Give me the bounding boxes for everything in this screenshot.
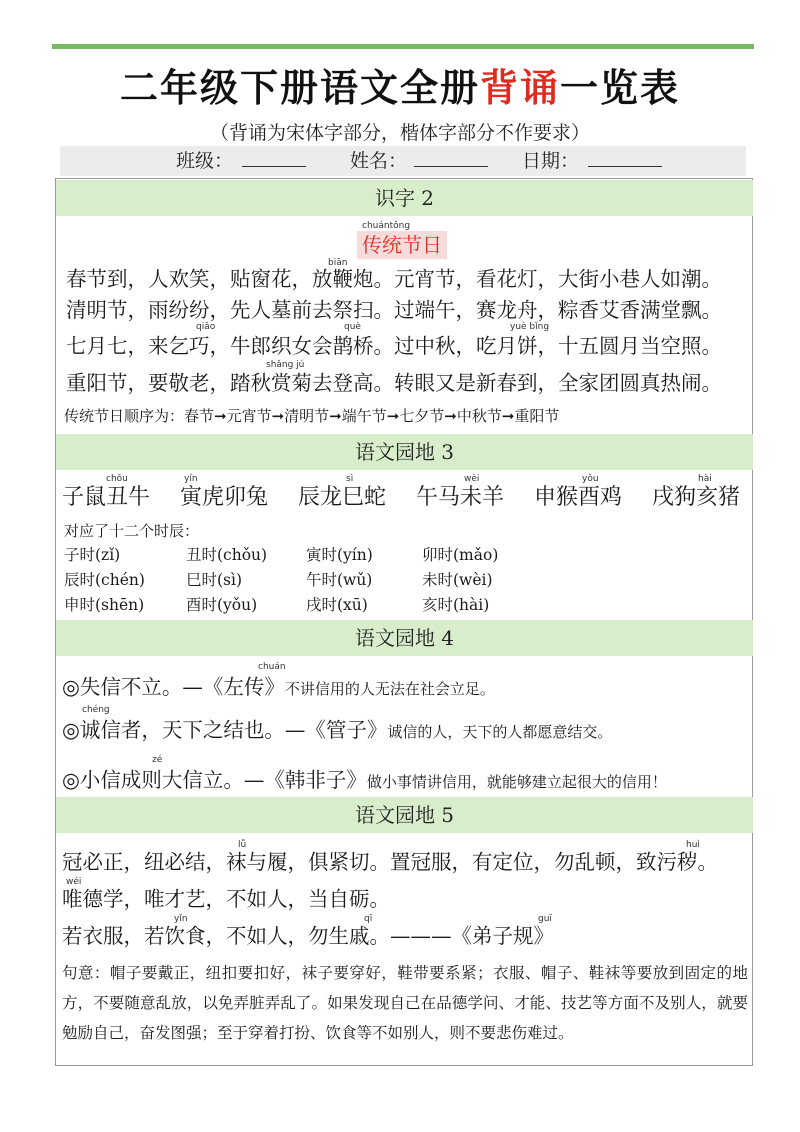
pinyin-lv: lǚ	[238, 840, 247, 850]
quote-3-note: 做小事情讲信用，就能够建立起很大的信用！	[366, 773, 667, 791]
zodiac-3: 辰龙巳蛇	[298, 485, 387, 510]
pinyin-hai: hài	[698, 474, 712, 484]
pinyin-yin2: yǐn	[174, 914, 188, 924]
class-blank	[242, 166, 306, 167]
pinyin-hui: huì	[686, 840, 700, 850]
title-highlight: 背诵	[479, 66, 560, 110]
pinyin-si: sì	[346, 474, 354, 484]
student-info-bar	[60, 146, 746, 176]
hour-chen: 辰时(chén)	[64, 571, 145, 589]
pinyin-qi: qī	[364, 914, 373, 924]
subtitle: （背诵为宋体字部分，楷体字部分不作要求）	[209, 122, 590, 144]
pinyin-gui: guī	[538, 914, 552, 924]
quote-2-note: 诚信的人，天下的人都愿意结交。	[387, 723, 613, 741]
section-heading-yuwen4: 语文园地 4	[56, 620, 753, 656]
pinyin-wei2: wéi	[66, 877, 82, 887]
zodiac-6: 戌狗亥猪	[652, 485, 741, 510]
quote-1-note: 不讲信用的人无法在社会立足。	[284, 680, 495, 698]
date-label: 日期：	[522, 150, 580, 172]
poem-line-3: 七月七，来乞巧，牛郎织女会鹊桥。过中秋，吃月饼，十五圆月当空照。	[66, 334, 722, 358]
hour-mao: 卯时(mǎo)	[422, 546, 499, 564]
pinyin-cheng: chéng	[82, 705, 110, 715]
hour-si: 巳时(sì)	[186, 571, 243, 589]
dizigui-line-2: 唯德学，唯才艺，不如人，当自砺。	[62, 887, 390, 911]
zodiac-2: 寅虎卯兔	[180, 485, 269, 510]
class-label: 班级：	[176, 150, 234, 172]
top-accent-line	[52, 44, 754, 49]
poem-line-1: 春节到，人欢笑，贴窗花，放鞭炮。元宵节，看花灯，大街小巷人如潮。	[66, 267, 722, 291]
hour-zi: 子时(zǐ)	[64, 546, 121, 564]
section-heading-shizi2: 识字 2	[56, 180, 753, 216]
title-part-2: 一览表	[560, 66, 681, 110]
hour-you: 酉时(yǒu)	[186, 596, 258, 614]
page-title	[0, 62, 800, 114]
pinyin-yuebing: yuè bǐng	[510, 322, 550, 332]
poem-title: 传统节日	[357, 231, 447, 259]
festival-order: 传统节日顺序为：春节➞元宵节➞清明节➞端午节➞七夕节➞中秋节➞重阳节	[64, 407, 560, 425]
hour-wu: 午时(wǔ)	[306, 571, 373, 589]
quote-1-text: ◎失信不立。—《左传》	[62, 675, 285, 699]
pinyin-wei: wèi	[464, 474, 480, 484]
pinyin-chuan: chuán	[258, 662, 286, 672]
quote-1	[62, 670, 495, 700]
hour-yin: 寅时(yín)	[306, 546, 373, 564]
dizigui-line-1: 冠必正，纽必结，袜与履，俱紧切。置冠服，有定位，勿乱顿，致污秽。	[62, 850, 718, 874]
zodiac-5: 申猴酉鸡	[534, 485, 623, 510]
dizigui-explanation: 句意：帽子要戴正，纽扣要扣好，袜子要穿好，鞋带要系紧；衣服、帽子、鞋袜等要放到固定的地方，不要随意乱放，以免弄脏弄乱了。如果发现自己在品德学问、才能、技艺等方面不及别人，就要勉励自己，奋发图强；至于穿着打扮、饮食等不如别人，则不要悲伤难过。	[62, 964, 748, 1042]
poem-line-2: 清明节，雨纷纷，先人墓前去祭扫。过端午，赛龙舟，粽香艾香满堂飘。	[66, 298, 722, 322]
pinyin-qiao: qiǎo	[196, 322, 216, 332]
zodiac-1: 子鼠丑牛	[62, 485, 151, 510]
quote-2-text: ◎诚信者，天下之结也。—《管子》	[62, 718, 388, 742]
pinyin-you: yǒu	[582, 474, 599, 484]
quote-3-text: ◎小信成则大信立。—《韩非子》	[62, 768, 367, 792]
hour-chou: 丑时(chǒu)	[186, 546, 268, 564]
pinyin-ze: zé	[152, 755, 163, 765]
hour-wei: 未时(wèi)	[422, 571, 493, 589]
poem-line-4: 重阳节，要敬老，踏秋赏菊去登高。转眼又是新春到，全家团圆真热闹。	[66, 371, 722, 395]
date-blank	[588, 166, 662, 167]
quote-3	[62, 763, 667, 793]
section-heading-yuwen5: 语文园地 5	[56, 797, 753, 833]
pinyin-yin: yín	[184, 474, 198, 484]
section-heading-yuwen3: 语文园地 3	[56, 434, 753, 470]
pinyin-shangju: shǎng jú	[266, 360, 305, 370]
pinyin-bian: biān	[328, 258, 348, 268]
hour-hai: 亥时(hài)	[422, 596, 490, 614]
pinyin-chou: chǒu	[106, 474, 128, 484]
hour-shen: 申时(shēn)	[64, 596, 145, 614]
pinyin-que: què	[344, 322, 361, 332]
name-blank	[414, 166, 488, 167]
pinyin-chuantong: chuántǒng	[362, 221, 411, 231]
zodiac-4: 午马未羊	[416, 485, 505, 510]
hours-intro: 对应了十二个时辰：	[64, 522, 200, 540]
name-label: 姓名：	[350, 150, 408, 172]
dizigui-line-3: 若衣服，若饮食，不如人，勿生戚。———《弟子规》	[62, 924, 554, 948]
hour-xu: 戌时(xū)	[306, 596, 368, 614]
title-part-1: 二年级下册语文全册	[119, 66, 480, 110]
quote-2	[62, 713, 612, 743]
